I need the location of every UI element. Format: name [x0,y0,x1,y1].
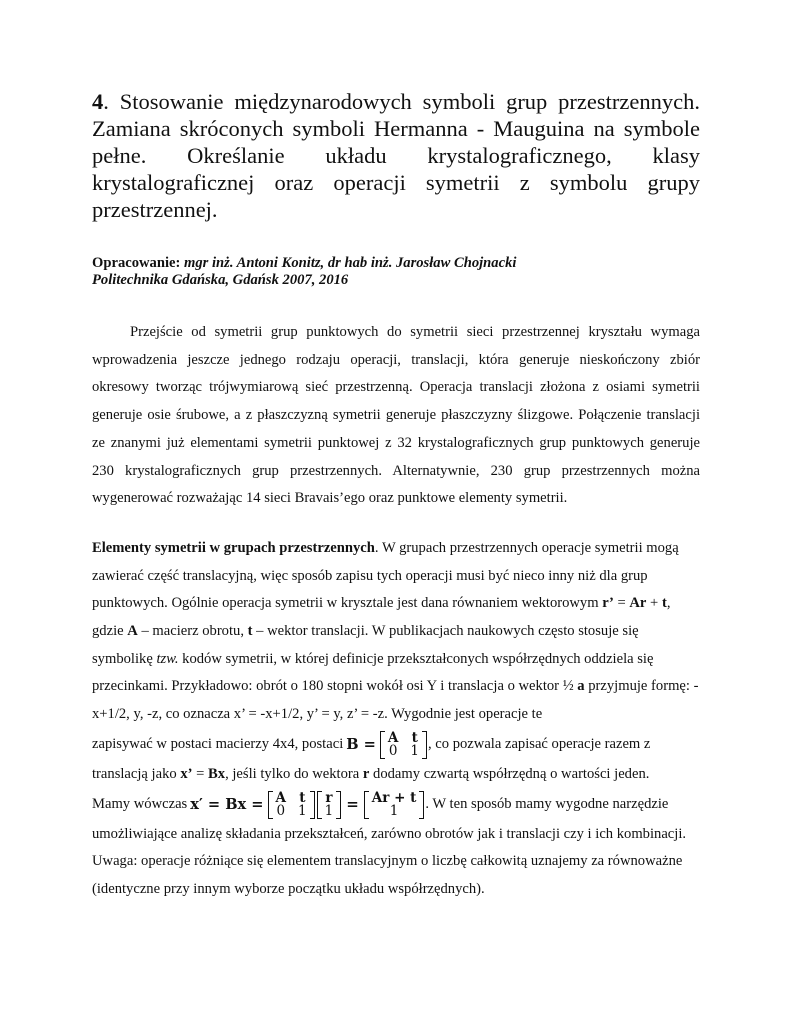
section-heading [92,88,700,223]
affiliation: Politechnika Gdańska, Gdańsk 2007, 2016 [92,272,349,288]
matrix-B-inline: A t 0 1 [268,791,315,819]
equation-line-B: zapisywać w postaci macierzy 4x4, postaci B = A t 0 1 , co pozwala zapisać operacje razem z [92,729,651,759]
equation-lhs: x′ = Bx = [190,795,264,813]
document-page [92,88,700,904]
section-paragraph-2: translacją jako x’ = Bx, jeśli tylko do wektora r dodamy czwartą współrzędną o wartości jeden. [92,765,650,782]
symmetry-elements-section [92,535,700,904]
authors-line [92,255,700,272]
matrix-B-label: B = [346,735,376,753]
section-title: . Stosowanie międzynarodowych symboli grup przestrzennych. Zamiana skróconych symboli Hermanna - Mauguina na symbole pełne. Określanie układu krystalograficznego, klasy krystalograficznej oraz operacji symetrii z symbolu grupy przestrzennej. [92,89,700,222]
section-lead: Elementy symetrii w grupach przestrzennych [92,539,375,556]
equation-line-x: Mamy wówczas x′ = Bx = A t 0 1 r 1 = Ar + t 1 . W ten sposób mamy wygodne narzędzie [92,789,669,819]
intro-paragraph: Przejście od symetrii grup punktowych do symetrii sieci przestrzennej kryształu wymaga wprowadzenia jeszcze jednego rodzaju operacji, translacji, która generuje nieskończony zbiór okresowy tworząc trójwymiarową sieć przestrzenną. Operacja translacji złożona z osiami symetrii generuje osie śrubowe, a z płaszczyzną symetrii generuje płaszczyzny ślizgowe. Połączenie translacji ze znanymi już elementami symetrii punktowej z 32 krystalograficznych grup punktowych generuje 230 krystalograficznych grup przestrzennych. Alternatywnie, 230 grup przestrzennych można wygenerować rozważając 14 sieci Bravais’ego oraz punktowe elementy symetrii. [92,324,700,507]
vector-r: r 1 [317,791,342,819]
section-paragraph-1: Elementy symetrii w grupach przestrzennych. W grupach przestrzennych operacje symetrii mogą zawierać część translacyjną, więc sposób zapisu tych operacji musi być nieco inny niż dla grup punktowych. Ogólnie operacja symetrii w krysztale jest dana równaniem wektorowym r’ = Ar + t, gdzie A – macierz obrotu, t – wektor translacji. W publikacjach naukowych często stosuje się symbolikę tzw. kodów symetrii, w której definicje przekształconych współrzędnych oddziela się przecinkami. Przykładowo: obrót o 180 stopni wokół osi Y i translacja o wektor ½ a przyjmuje formę: -x+1/2, y, -z, co oznacza x’ = -x+1/2, y’ = y, z’ = -z. Wygodnie jest operacje te [92,539,699,723]
authors-block [92,255,700,289]
vector-result: Ar + t 1 [364,791,425,819]
matrix-B: A t 0 1 [380,731,427,759]
section-number: 4 [92,89,104,114]
section-paragraph-3: umożliwiające analizę składania przekształceń, zarówno obrotów jak i translacji czy i ich kombinacji. Uwaga: operacje różniące się elementem translacyjnym o liczbę całkowitą uznajemy za równoważne (identyczne przy innym wyborze początku układu współrzędnych). [92,825,687,897]
authors-label: Opracowanie: [92,255,181,271]
bracket-right [422,731,427,759]
authors-names: mgr inż. Antoni Konitz, dr hab inż. Jarosław Chojnacki [180,255,517,271]
